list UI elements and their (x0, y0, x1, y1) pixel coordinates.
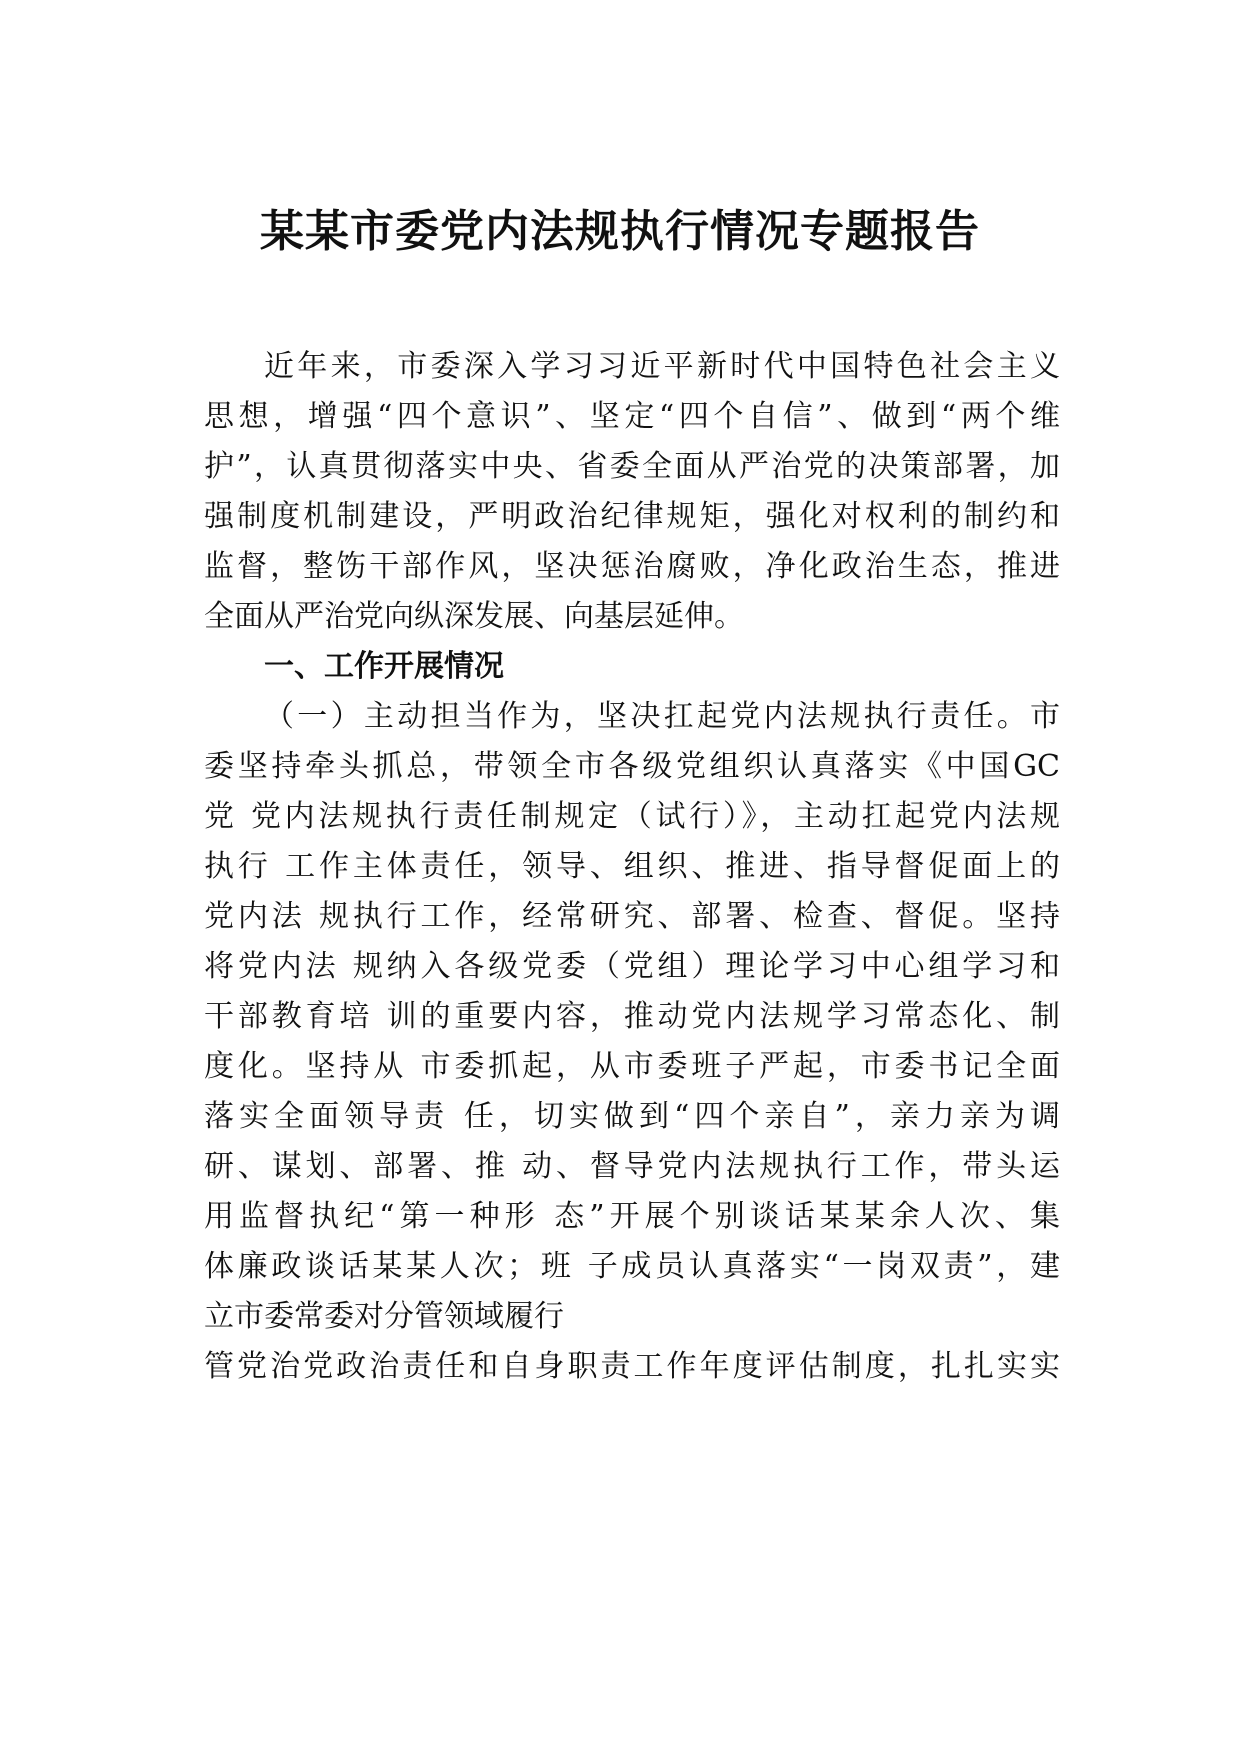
intro-line-3: 护”，认真贯彻落实中央、省委全面从严治党的决策部署，加 (204, 449, 1060, 484)
section-line-12: 体廉政谈话某某人次；班 子成员认真落实“一岗双责”，建 (204, 1249, 1060, 1284)
section-line-13: 立市委常委对分管领域履行 (204, 1299, 564, 1334)
section-line-10: 研、谋划、部署、推 动、督导党内法规执行工作，带头运 (204, 1149, 1060, 1184)
intro-line-6: 全面从严治党向纵深发展、向基层延伸。 (204, 599, 744, 634)
section-line-11: 用监督执纪“第一种形 态”开展个别谈话某某余人次、集 (204, 1199, 1060, 1234)
section-line-6: 将党内法 规纳入各级党委（党组）理论学习中心组学习和 (204, 949, 1060, 984)
section-line-1: （一）主动担当作为，坚决扛起党内法规执行责任。市 (264, 699, 1060, 734)
intro-line-5: 监督，整饬干部作风，坚决惩治腐败，净化政治生态，推进 (204, 549, 1060, 584)
intro-line-4: 强制度机制建设，严明政治纪律规矩，强化对权利的制约和 (204, 499, 1060, 534)
section-line-4: 执行 工作主体责任，领导、组织、推进、指导督促面上的 (204, 849, 1060, 884)
section-line-3: 党 党内法规执行责任制规定（试行）》，主动扛起党内法规 (204, 799, 1060, 834)
section-line-5: 党内法 规执行工作，经常研究、部署、检查、督促。坚持 (204, 899, 1060, 934)
section-line-9: 落实全面领导责 任，切实做到“四个亲自”，亲力亲为调 (204, 1099, 1060, 1134)
document-title: 某某市委党内法规执行情况专题报告 (260, 206, 980, 257)
section-line-2: 委坚持牵头抓总，带领全市各级党组织认真落实《中国GC (204, 749, 1060, 784)
intro-line-1: 近年来，市委深入学习习近平新时代中国特色社会主义 (264, 349, 1060, 384)
intro-line-2: 思想，增强“四个意识”、坚定“四个自信”、做到“两个维 (204, 399, 1060, 434)
section-line-8: 度化。坚持从 市委抓起，从市委班子严起，市委书记全面 (204, 1049, 1060, 1084)
section-line-7: 干部教育培 训的重要内容，推动党内法规学习常态化、制 (204, 999, 1060, 1034)
section-heading: 一、工作开展情况 (264, 649, 504, 684)
section-line-14: 管党治党政治责任和自身职责工作年度评估制度，扎扎实实 (204, 1349, 1060, 1384)
